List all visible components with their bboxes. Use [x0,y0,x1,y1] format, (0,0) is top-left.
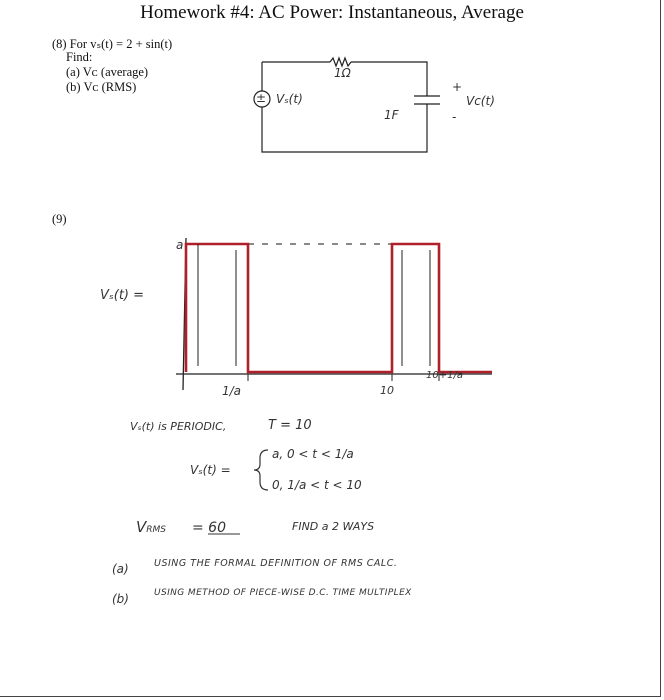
piecewise-case-1: a, 0 < t < 1/a [272,447,354,461]
piecewise-lhs: Vₛ(t) = [190,463,231,477]
method-a-text: USING THE FORMAL DEFINITION OF RMS CALC. [154,558,398,569]
vrms-symbol [136,518,166,536]
period-value: T = 10 [268,418,312,433]
tick-label-3: 10+1/a [426,370,463,381]
problem-8-find: Find: [66,50,93,64]
peak-label: a [176,238,184,252]
problem-9-number: (9) [52,212,67,226]
resistor-label: 1Ω [334,66,351,80]
method-a-label: (a) [112,562,129,576]
vrms-letter: V [136,518,147,536]
source-symbol: ± [256,91,267,105]
source-label: Vₛ(t) [276,92,303,106]
problem-8-part-b: (b) Vᴄ (RMS) [66,80,137,94]
pulse-train [186,244,492,372]
vc-label: Vᴄ(t) [466,94,495,108]
method-b-text: USING METHOD OF PIECE-WISE D.C. TIME MULTIPLEX [154,588,412,598]
tick-label-2: 10 [380,384,394,397]
piecewise-brace [254,450,268,490]
find-statement: FIND a 2 WAYS [292,520,375,533]
problem-8-header: (8) For vₛ(t) = 2 + sin(t) [52,37,173,51]
page-title: Homework #4: AC Power: Instantaneous, Average [140,2,524,23]
method-b-label: (b) [112,592,129,606]
vrms-subscript: RMS [146,525,166,535]
waveform-plot [176,238,492,390]
tick-label-1: 1/a [222,384,242,398]
vc-plus-sign: + [452,80,463,94]
periodic-statement: Vₛ(t) is PERIODIC, [130,420,227,433]
piecewise-case-2: 0, 1/a < t < 10 [272,478,362,492]
vc-minus-sign: - [452,110,457,124]
problem-8-part-a: (a) Vᴄ (average) [66,65,149,79]
waveform-y-label: Vₛ(t) = [100,288,145,303]
capacitor-label: 1F [384,108,399,122]
vrms-value: = 60 [192,520,226,536]
